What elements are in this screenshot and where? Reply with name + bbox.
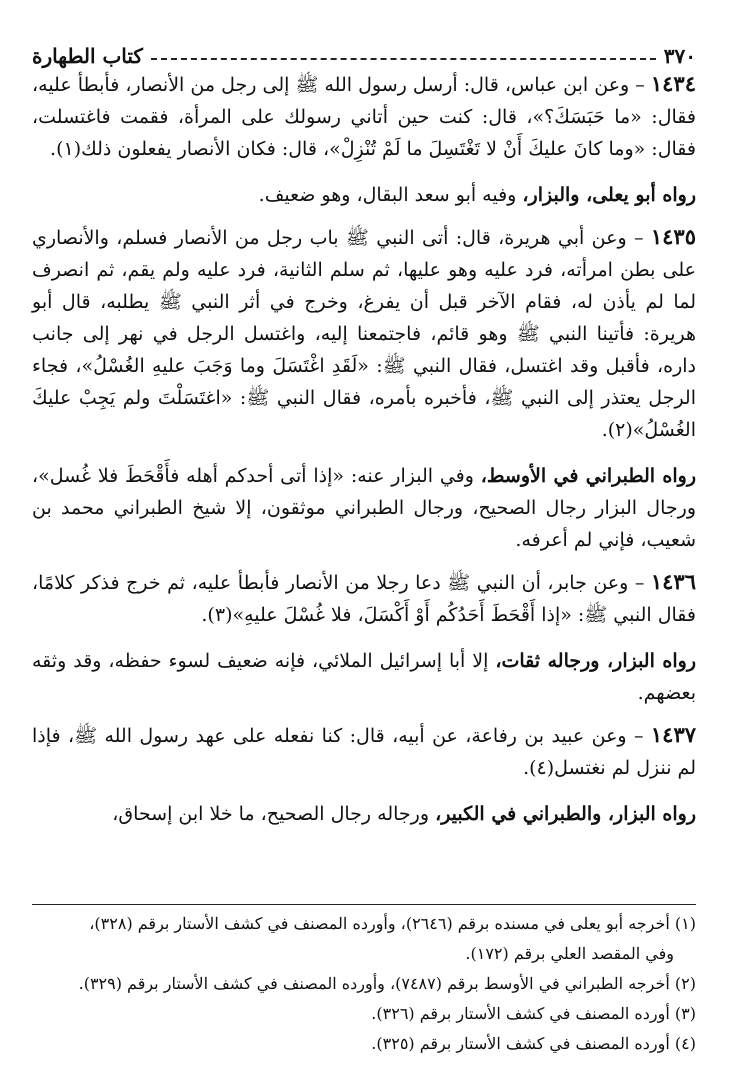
- footnotes: [32, 904, 696, 1059]
- hadith-text: وعن ابن عباس، قال: أرسل رسول الله ﷺ إلى رجل من الأنصار، فأبطأ عليه، فقال: «ما حَبَسَكَ؟»، قال: كنت حين أتاني رسولك على المرأة، فقمت فاغتسلت، فقال: «وما كانَ عليكَ أَنْ لا تَغْتَسِلَ ما لَمْ تُنْزِلْ»، قال: فكان الأنصار يفعلون ذلك(١).: [32, 74, 696, 160]
- narration-note: [32, 637, 696, 709]
- narration-text: وفي البزار عنه: «إذا أتى أحدكم أهله فأَقْحَطَ فلا غُسل»، ورجال البزار رجال الصحيح، ورجال الطبراني موثقون، إلا شيخ الطبراني محمد بن شعيب، فإني لم أعرفه.: [32, 465, 696, 551]
- hadith-text: وعن أبي هريرة، قال: أتى النبي ﷺ باب رجل من الأنصار فسلم، والأنصاري على بطن امرأته، فرد عليه وهو عليها، ثم سلم الثانية، فرد عليه ولم يقم، ثم انصرف لما لم يأذن له، فقام الآخر قبل أن يفرغ، وخرج في أثر النبي ﷺ يطلبه، قال أبو هريرة: فأتينا النبي ﷺ وهو قائم، فاجتمعنا إليه، واغتسل الرجل في نهر إلى جانب داره، فأقبل وقد اغتسل، فقال النبي ﷺ: «لَقَدِ اغْتَسَلَ وما وَجَبَ عليهِ الغُسْلُ»، فجاء الرجل يعتذر إلى النبي ﷺ، فأخبره بأمره، فقال النبي ﷺ: «اغتَسَلْتَ ولم يَجِبْ عليكَ الغُسْلُ»(٢).: [32, 227, 696, 441]
- hadith-text: وعن عبيد بن رفاعة، عن أبيه، قال: كنا نفعله على عهد رسول الله ﷺ، فإذا لم ننزل لم نغتسل(٤).: [32, 725, 696, 779]
- chapter-title: كتاب الطهارة: [32, 44, 143, 68]
- narration-note: [32, 790, 696, 830]
- footnote: (١) أخرجه أبو يعلى في مسنده برقم (٢٦٤٦)، وأورده المصنف في كشف الأستار برقم (٣٢٨)،: [89, 914, 696, 933]
- header-divider: [151, 58, 656, 60]
- hadith-number: ١٤٣٧: [650, 722, 697, 747]
- narration-text: إلا أبا إسرائيل الملائي، فإنه ضعيف لسوء حفظه، وقد وثقه بعضهم.: [32, 650, 696, 704]
- narration-text: وفيه أبو سعد البقال، وهو ضعيف.: [258, 184, 517, 206]
- hadith-paragraph: ١٤٣٥ – وعن أبي هريرة، قال: أتى النبي ﷺ باب رجل من الأنصار فسلم، والأنصاري على بطن امرأته، فرد عليه وهو عليها، ثم سلم الثانية، فرد عليه ولم يقم، ثم انصرف لما لم يأذن له، فقام الآخر قبل أن يفرغ، وخرج في أثر النبي ﷺ يطلبه، قال أبو هريرة: فأتينا النبي ﷺ وهو قائم، فاجتمعنا إليه، واغتسل الرجل في نهر إلى جانب داره، فأقبل وقد اغتسل، فقال النبي ﷺ: «لَقَدِ اغْتَسَلَ وما وَجَبَ عليهِ الغُسْلُ»، فجاء الرجل يعتذر إلى النبي ﷺ، فأخبره بأمره، فقال النبي ﷺ: «اغتَسَلْتَ ولم يَجِبْ عليكَ الغُسْلُ»(٢).: [32, 224, 696, 441]
- narration-text: ورجاله رجال الصحيح، ما خلا ابن إسحاق،: [112, 803, 430, 825]
- hadith-paragraph: ١٤٣٤ – وعن ابن عباس، قال: أرسل رسول الله ﷺ إلى رجل من الأنصار، فأبطأ عليه، فقال: «ما حَبَسَكَ؟»، قال: كنت حين أتاني رسولك على المرأة، فقمت فاغتسلت، فقال: «وما كانَ عليكَ أَنْ لا تَغْتَسِلَ ما لَمْ تُنْزِلْ»، قال: فكان الأنصار يفعلون ذلك(١).: [32, 71, 696, 160]
- hadith-text: وعن جابر، أن النبي ﷺ دعا رجلا من الأنصار فأبطأ عليه، ثم خرج فذكر كلامًا، فقال النبي ﷺ: «إذا أَقْحَطَ أَحَدُكُم أَوْ أَكْسَلَ، فلا غُسْلَ عليهِ»(٣).: [32, 572, 696, 626]
- narration-lead: رواه البزار، ورجاله ثقات،: [495, 650, 696, 672]
- narration-lead: رواه الطبراني في الأوسط،: [480, 465, 697, 487]
- footnote: (٢) أخرجه الطبراني في الأوسط برقم (٧٤٨٧)، وأورده المصنف في كشف الأستار برقم (٣٢٩).: [78, 974, 696, 993]
- main-text: [32, 68, 696, 830]
- page-header: [32, 28, 696, 68]
- hadith-paragraph: ١٤٣٦ – وعن جابر، أن النبي ﷺ دعا رجلا من الأنصار فأبطأ عليه، ثم خرج فذكر كلامًا، فقال النبي ﷺ: «إذا أَقْحَطَ أَحَدُكُم أَوْ أَكْسَلَ، فلا غُسْلَ عليهِ»(٣).: [32, 569, 696, 626]
- footnote: (٣) أورده المصنف في كشف الأستار برقم (٣٢٦).: [371, 1004, 696, 1023]
- hadith-number: ١٤٣٦: [650, 569, 696, 594]
- narration-lead: رواه أبو يعلى، والبزار،: [522, 184, 696, 206]
- hadith-number: ١٤٣٤: [650, 71, 696, 96]
- hadith-paragraph: ١٤٣٧ – وعن عبيد بن رفاعة، عن أبيه، قال: كنا نفعله على عهد رسول الله ﷺ، فإذا لم ننزل لم نغتسل(٤).: [32, 722, 697, 779]
- hadith-number: ١٤٣٥: [650, 224, 696, 249]
- footnote-continuation: وفي المقصد العلي برقم (١٧٢).: [465, 944, 674, 963]
- narration-note: [32, 171, 696, 211]
- narration-note: [32, 452, 696, 556]
- page-number: ٣٧٠: [663, 44, 696, 68]
- footnote: (٤) أورده المصنف في كشف الأستار برقم (٣٢٥).: [371, 1034, 696, 1053]
- narration-lead: رواه البزار، والطبراني في الكبير،: [435, 803, 696, 825]
